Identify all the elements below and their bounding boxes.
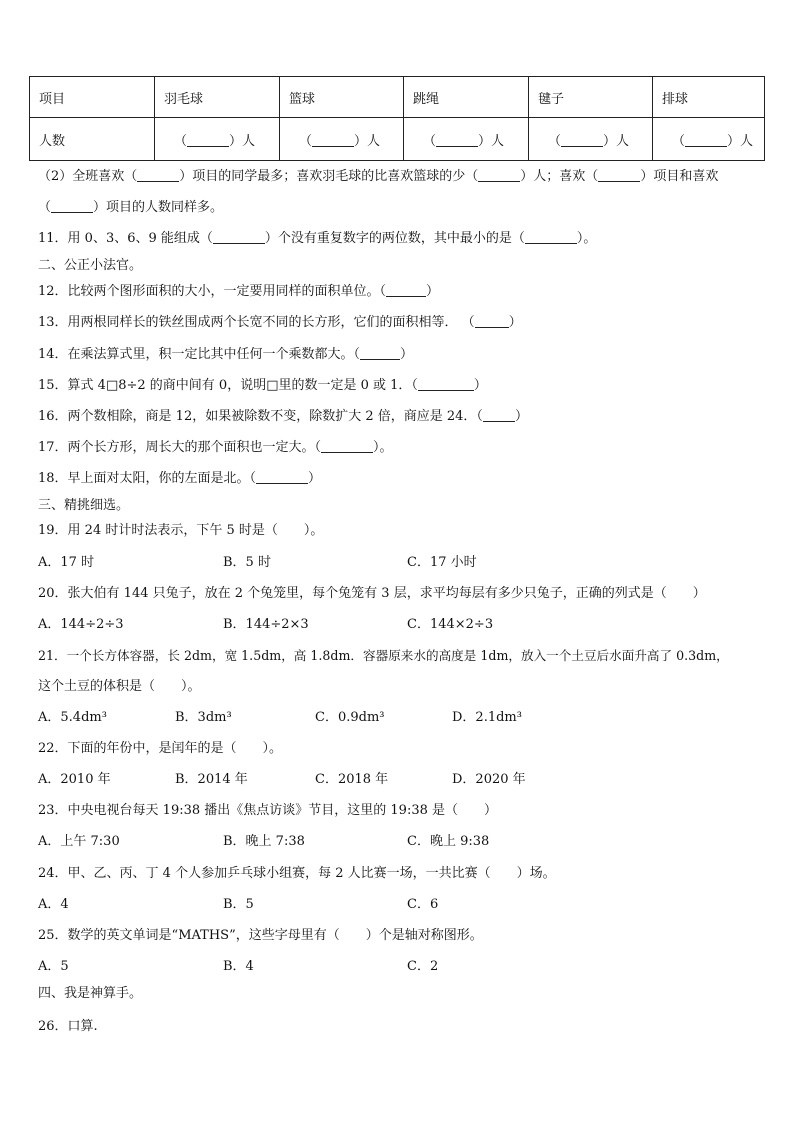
answer-blank[interactable] <box>137 167 179 182</box>
question-23-stem: 23．中央电视台每天 19:38 播出《焦点访谈》节目，这里的 19:38 是（ ） <box>38 803 497 818</box>
question-16: 16．两个数相除，商是 12，如果被除数不变，除数扩大 2 倍，商应是 24．（ ） <box>38 409 528 424</box>
question-18: 18．早上面对太阳，你的左面是北。（ ） <box>38 471 322 486</box>
question-20-stem: 20．张大伯有 144 只兔子，放在 2 个兔笼里，每个兔笼有 3 层，求平均每层有多少只兔子，正确的列式是（ ） <box>38 586 706 601</box>
table-header-row <box>30 77 765 118</box>
cell-close: ）人 <box>354 133 381 149</box>
option-b[interactable]: B．3dm³ <box>175 710 232 725</box>
answer-blank[interactable] <box>598 167 640 182</box>
answer-blank[interactable] <box>478 167 520 182</box>
question-26: 26．口算. <box>38 1019 98 1034</box>
option-d[interactable]: D．2.1dm³ <box>452 710 522 725</box>
option-c[interactable]: C．0.9dm³ <box>315 710 385 725</box>
answer-blank[interactable] <box>51 198 93 213</box>
option-a[interactable]: A．144÷2÷3 <box>38 617 124 632</box>
option-a[interactable]: A．2010 年 <box>38 772 111 787</box>
cell-open: （ <box>299 133 313 149</box>
cell-open: （ <box>548 133 562 149</box>
answer-blank[interactable] <box>321 438 373 453</box>
option-a[interactable]: A．17 时 <box>38 555 95 570</box>
option-b[interactable]: B．4 <box>223 959 254 974</box>
question-12: 12．比较两个图形面积的大小，一定要用同样的面积单位。（ ） <box>38 284 440 299</box>
question-10-2-line1: （2）全班喜欢（ ）项目的同学最多；喜欢羽毛球的比喜欢篮球的少（ ）人；喜欢（ ）项目和喜欢 <box>38 169 719 184</box>
answer-blank[interactable] <box>213 229 265 244</box>
question-19-stem: 19．用 24 时计时法表示，下午 5 时是（ ）。 <box>38 523 324 538</box>
table-header-cell: 毽子 <box>529 77 653 118</box>
option-b[interactable]: B．5 时 <box>223 555 271 570</box>
cell-close: ）人 <box>478 133 505 149</box>
answer-blank[interactable] <box>386 282 426 297</box>
option-a[interactable]: A．上午 7:30 <box>38 834 120 849</box>
option-b[interactable]: B．5 <box>223 897 254 912</box>
section-heading-2: 二、公正小法官。 <box>38 258 143 273</box>
table-header-cell: 项目 <box>30 77 155 118</box>
question-21-stem-line1: 21．一个长方体容器，长 2dm，宽 1.5dm，高 1.8dm．容器原来水的高度是 1dm，放入一个土豆后水面升高了 0.3dm， <box>38 648 729 663</box>
option-c[interactable]: C．晚上 9:38 <box>407 834 490 849</box>
answer-blank[interactable] <box>436 132 478 147</box>
section-heading-4: 四、我是神算手。 <box>38 986 143 1001</box>
question-14: 14．在乘法算式里，积一定比其中任何一个乘数都大。（ ） <box>38 347 414 362</box>
option-a[interactable]: A．5.4dm³ <box>38 710 107 725</box>
answer-cell[interactable] <box>280 118 404 161</box>
option-c[interactable]: C．2 <box>407 959 439 974</box>
option-b[interactable]: B．144÷2×3 <box>223 617 309 632</box>
answer-blank[interactable] <box>256 469 308 484</box>
option-c[interactable]: C．2018 年 <box>315 772 389 787</box>
question-11: 11．用 0、3、6、9 能组成（ ）个没有重复数字的两位数，其中最小的是（ ）。 <box>38 231 597 246</box>
cell-close: ）人 <box>727 133 754 149</box>
answer-blank[interactable] <box>475 313 509 328</box>
answer-blank[interactable] <box>187 132 229 147</box>
answer-blank[interactable] <box>418 376 474 391</box>
answer-blank[interactable] <box>525 229 577 244</box>
option-d[interactable]: D．2020 年 <box>452 772 526 787</box>
cell-open: （ <box>174 133 188 149</box>
option-c[interactable]: C．17 小时 <box>407 555 477 570</box>
table-header-cell: 篮球 <box>280 77 404 118</box>
cell-close: ）人 <box>603 133 630 149</box>
question-15: 15．算式 4□8÷2 的商中间有 0，说明□里的数一定是 0 或 1．（ ） <box>38 378 487 393</box>
question-24-stem: 24．甲、乙、丙、丁 4 个人参加乒乓球小组赛，每 2 人比赛一场，一共比赛（ ）场。 <box>38 866 556 881</box>
answer-cell[interactable] <box>653 118 765 161</box>
option-b[interactable]: B．晚上 7:38 <box>223 834 305 849</box>
question-17: 17．两个长方形，周长大的那个面积也一定大。（ ）。 <box>38 440 393 455</box>
table-header-cell: 羽毛球 <box>155 77 280 118</box>
question-10-2-line2: （ ）项目的人数同样多。 <box>38 200 224 215</box>
answer-blank[interactable] <box>312 132 354 147</box>
table-header-cell: 排球 <box>653 77 765 118</box>
survey-table <box>29 76 765 161</box>
question-21-stem-line2: 这个土豆的体积是（ ）。 <box>38 679 201 694</box>
cell-close: ）人 <box>229 133 256 149</box>
option-b[interactable]: B．2014 年 <box>175 772 248 787</box>
answer-cell[interactable] <box>155 118 280 161</box>
option-a[interactable]: A．4 <box>38 897 69 912</box>
cell-open: （ <box>672 133 686 149</box>
question-25-stem: 25．数学的英文单词是“MATHS”，这些字母里有（ ）个是轴对称图形。 <box>38 928 483 943</box>
option-c[interactable]: C．144×2÷3 <box>407 617 494 632</box>
answer-cell[interactable] <box>529 118 653 161</box>
answer-blank[interactable] <box>685 132 727 147</box>
row-label: 人数 <box>30 118 155 161</box>
answer-blank[interactable] <box>561 132 603 147</box>
answer-cell[interactable] <box>404 118 529 161</box>
answer-blank[interactable] <box>483 407 515 422</box>
table-row <box>30 118 765 161</box>
table-header-cell: 跳绳 <box>404 77 529 118</box>
option-c[interactable]: C．6 <box>407 897 439 912</box>
cell-open: （ <box>423 133 437 149</box>
answer-blank[interactable] <box>360 345 400 360</box>
question-22-stem: 22．下面的年份中，是闰年的是（ ）。 <box>38 741 283 756</box>
question-13: 13．用两根同样长的铁丝围成两个长宽不同的长方形，它们的面积相等． （ ） <box>38 315 522 330</box>
section-heading-3: 三、精挑细选。 <box>38 498 130 513</box>
option-a[interactable]: A．5 <box>38 959 69 974</box>
